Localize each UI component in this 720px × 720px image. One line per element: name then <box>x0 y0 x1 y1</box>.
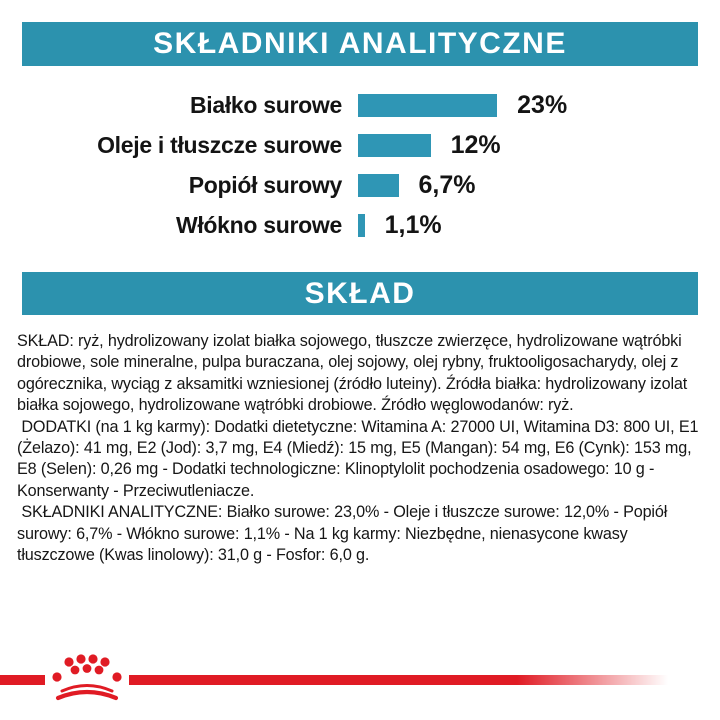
brand-line-left <box>0 675 45 685</box>
analytical-constituents-chart <box>0 85 720 245</box>
chart-value-label: 1,1% <box>384 210 442 239</box>
section-header-analytical-title: SKŁADNIKI ANALITYCZNE <box>153 27 567 60</box>
chart-row <box>0 165 720 205</box>
chart-bar <box>358 134 431 157</box>
chart-bar <box>358 174 399 197</box>
chart-category-label: Włókno surowe <box>175 211 342 238</box>
chart-value-label: 23% <box>517 90 568 119</box>
composition-paragraph-ingredients: SKŁAD: ryż, hydrolizowany izolat białka sojowego, tłuszcze zwierzęce, hydrolizowane wątróbki drobiowe, sole mineralne, pulpa buraczana, olej sojowy, olej rybny, fruktooligosacharydy, olej z ogórecznika, wyciąg z aksamitki wzniesionej (źródło luteiny). Źródła białka: hydrolizowany izolat białka sojowego, hydrolizowane wątróbki drobiowe. Źródło węglowodanów: ryż. <box>17 332 692 415</box>
chart-row <box>0 85 720 125</box>
royal-canin-crown-icon <box>50 652 124 704</box>
composition-text-block <box>17 331 705 566</box>
section-header-composition <box>22 272 698 315</box>
chart-row <box>0 205 720 245</box>
chart-category-label: Białko surowe <box>189 91 342 118</box>
chart-category-label: Popiół surowy <box>188 171 342 198</box>
brand-line-right <box>129 675 668 685</box>
chart-bar <box>358 214 365 237</box>
chart-bar <box>358 94 497 117</box>
section-header-composition-title: SKŁAD <box>304 276 416 310</box>
chart-value-label: 12% <box>450 130 501 159</box>
section-header-analytical <box>22 22 698 66</box>
chart-value-label: 6,7% <box>418 170 476 199</box>
chart-row <box>0 125 720 165</box>
chart-category-label: Oleje i tłuszcze surowe <box>97 131 342 158</box>
composition-paragraph-additives: DODATKI (na 1 kg karmy): Dodatki dietetyczne: Witamina A: 27000 UI, Witamina D3: 800 UI, E1 (Żelazo): 41 mg, E2 (Jod): 3,7 mg, E4 (Miedź): 15 mg, E5 (Mangan): 54 mg, E6 (Cynk): 153 mg, E8 (Selen): 0,26 mg - Dodatki technologiczne: Klinoptylolit pochodzenia osadowego: 10 g - Konserwanty - Przeciwutleniacze. <box>17 417 703 500</box>
composition-paragraph-analytical: SKŁADNIKI ANALITYCZNE: Białko surowe: 23,0% - Oleje i tłuszcze surowe: 12,0% - Popiół surowy: 6,7% - Włókno surowe: 1,1% - Na 1 kg karmy: Niezbędne, nienasycone kwasy tłuszczowe (Kwas linolowy): 31,0 g - Fosfor: 6,0 g. <box>17 503 672 565</box>
